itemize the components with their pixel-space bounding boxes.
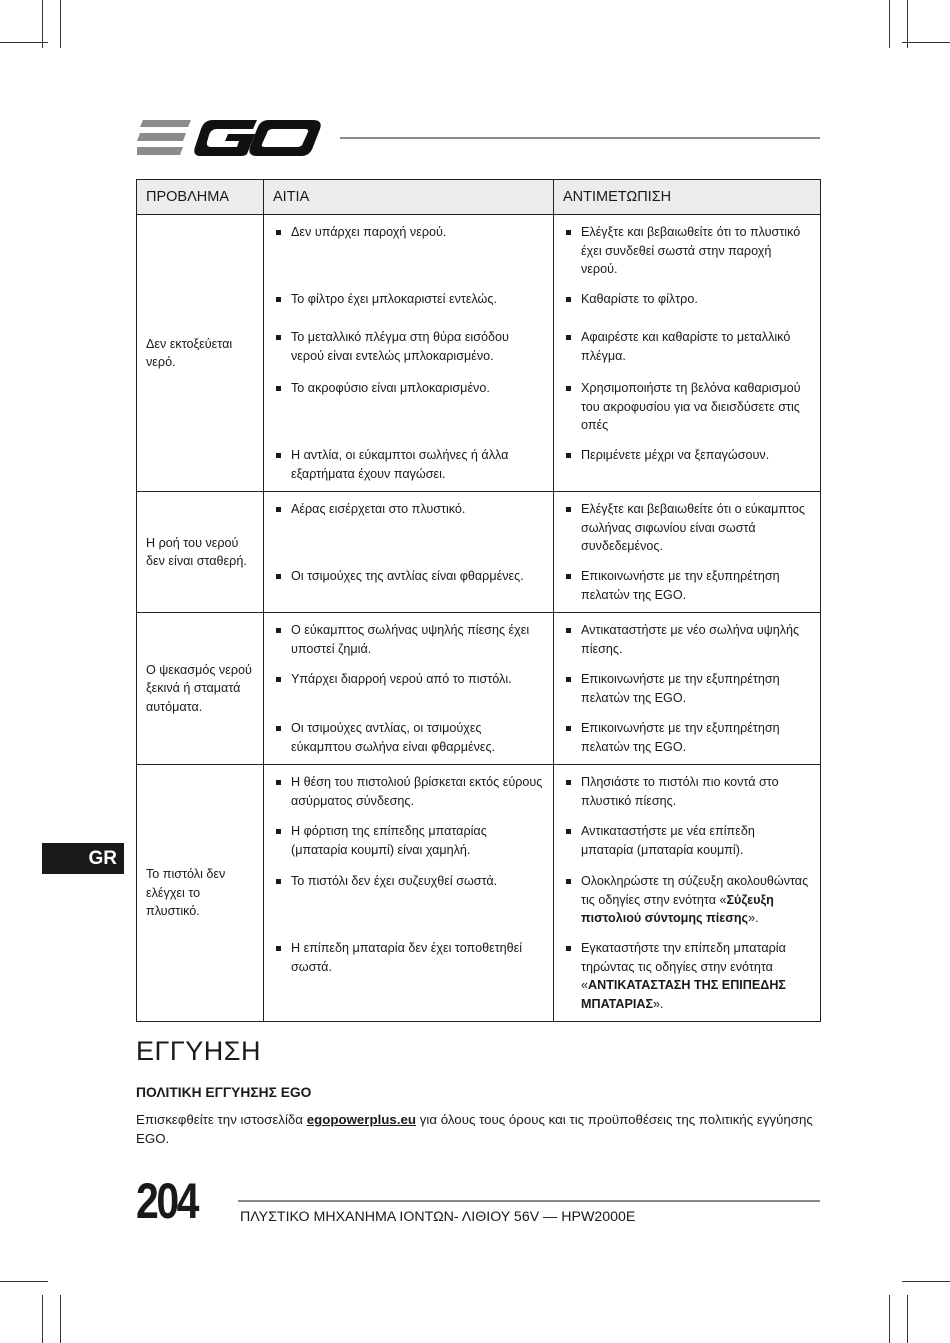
solution-item: Αντικαταστήστε με νέα επίπεδη μπαταρία (μπαταρία κουμπί). — [562, 822, 810, 872]
cause-item: Οι τσιμούχες της αντλίας είναι φθαρμένες. — [272, 567, 543, 586]
bullet-icon — [276, 677, 281, 682]
cause-cell — [264, 765, 554, 1022]
column-header-problem: ΠΡΟΒΛΗΜΑ — [137, 180, 264, 215]
crop-mark — [907, 0, 908, 48]
bullet-icon — [566, 386, 571, 391]
crop-mark — [889, 0, 890, 48]
bullet-icon — [566, 628, 571, 633]
table-row — [137, 215, 821, 492]
bullet-icon — [566, 574, 571, 579]
bullet-icon — [276, 574, 281, 579]
cause-item: Οι τσιμούχες αντλίας, οι τσιμούχες εύκαμπτου σωλήνα είναι φθαρμένες. — [272, 719, 543, 756]
bullet-icon — [566, 230, 571, 235]
cause-item: Το πιστόλι δεν έχει συζευχθεί σωστά. — [272, 872, 543, 939]
bullet-icon — [566, 297, 571, 302]
crop-mark — [0, 1281, 48, 1282]
crop-mark — [907, 1295, 908, 1343]
cause-item: Το φίλτρο έχει μπλοκαριστεί εντελώς. — [272, 290, 543, 328]
cause-item: Η επίπεδη μπαταρία δεν έχει τοποθετηθεί σωστά. — [272, 939, 543, 1005]
bullet-icon — [276, 726, 281, 731]
section-reference: ΑΝΤΙΚΑΤΑΣΤΑΣΗ ΤΗΣ ΕΠΙΠΕΔΗΣ ΜΠΑΤΑΡΙΑΣ — [581, 978, 786, 1011]
cause-cell — [264, 215, 554, 492]
page-number: 204 — [136, 1173, 198, 1229]
warranty-paragraph: Επισκεφθείτε την ιστοσελίδα egopowerplus.eu για όλους τους όρους και τις προϋποθέσεις της πολιτικής εγγύησης EGO. — [136, 1112, 813, 1146]
crop-mark — [42, 0, 43, 48]
crop-mark — [60, 0, 61, 48]
table-row — [137, 765, 821, 1022]
solution-item: Ελέγξτε και βεβαιωθείτε ότι το πλυστικό έχει συνδεθεί σωστά στην παροχή νερού. — [562, 223, 810, 290]
solution-item: Επικοινωνήστε με την εξυπηρέτηση πελατών της EGO. — [562, 670, 810, 719]
problem-cell: Το πιστόλι δεν ελέγχει το πλυστικό. — [137, 765, 264, 1022]
solution-item: Καθαρίστε το φίλτρο. — [562, 290, 810, 328]
solution-item: Πλησιάστε το πιστόλι πιο κοντά στο πλυστικό πίεσης. — [562, 773, 810, 822]
problem-cell: Δεν εκτοξεύεται νερό. — [137, 215, 264, 492]
solution-cell — [554, 613, 821, 765]
bullet-icon — [276, 829, 281, 834]
crop-mark — [889, 1295, 890, 1343]
solution-item: Αφαιρέστε και καθαρίστε το μεταλλικό πλέγμα. — [562, 328, 810, 379]
solution-item: Ελέγξτε και βεβαιωθείτε ότι ο εύκαμπτος σωλήνας σιφωνίου είναι σωστά συνδεδεμένος. — [562, 500, 810, 567]
column-header-cause: ΑΙΤΙΑ — [264, 180, 554, 215]
cause-item: Η φόρτιση της επίπεδης μπαταρίας (μπαταρία κουμπί) είναι χαμηλή. — [272, 822, 543, 872]
footer-title: ΠΛΥΣΤΙΚΟ ΜΗΧΑΝΗΜΑ ΙΟΝΤΩΝ- ΛΙΘΙΟΥ 56V — HPW2000E — [240, 1209, 636, 1225]
cause-cell — [264, 613, 554, 765]
bullet-icon — [276, 230, 281, 235]
column-header-solution: ΑΝΤΙΜΕΤΩΠΙΣΗ — [554, 180, 821, 215]
bullet-icon — [276, 386, 281, 391]
bullet-icon — [276, 879, 281, 884]
crop-mark — [42, 1295, 43, 1343]
table-header-row — [137, 180, 821, 215]
bullet-icon — [276, 297, 281, 302]
solution-item: Εγκαταστήστε την επίπεδη μπαταρία τηρώντας τις οδηγίες στην ενότητα «ΑΝΤΙΚΑΤΑΣΤΑΣΗ ΤΗΣ ΕΠΙΠΕΔΗΣ ΜΠΑΤΑΡΙΑΣ». — [562, 939, 810, 1013]
solution-item: Περιμένετε μέχρι να ξεπαγώσουν. — [562, 446, 810, 465]
warranty-heading: ΕΓΓΥΗΣΗ — [136, 1036, 261, 1066]
problem-cell: Η ροή του νερού δεν είναι σταθερή. — [137, 492, 264, 613]
solution-cell — [554, 215, 821, 492]
language-tab: GR — [42, 843, 124, 874]
bullet-icon — [276, 507, 281, 512]
cause-item: Αέρας εισέρχεται στο πλυστικό. — [272, 500, 543, 567]
ego-logo — [137, 116, 323, 160]
crop-mark — [902, 42, 950, 43]
solution-item: Χρησιμοποιήστε τη βελόνα καθαρισμού του ακροφυσίου για να διεισδύσετε στις οπές — [562, 379, 810, 446]
solution-item: Αντικαταστήστε με νέο σωλήνα υψηλής πίεσης. — [562, 621, 810, 670]
bullet-icon — [566, 780, 571, 785]
table-row — [137, 492, 821, 613]
solution-item: Επικοινωνήστε με την εξυπηρέτηση πελατών της EGO. — [562, 567, 810, 604]
bullet-icon — [276, 335, 281, 340]
cause-item: Το ακροφύσιο είναι μπλοκαρισμένο. — [272, 379, 543, 446]
section-reference: Σύζευξη πιστολιού σύντομης πίεσης — [581, 892, 774, 925]
troubleshooting-table — [136, 179, 821, 1022]
crop-mark — [902, 1281, 950, 1282]
footer-rule — [238, 1200, 820, 1202]
website-link[interactable]: egopowerplus.eu — [306, 1112, 417, 1127]
solution-cell — [554, 765, 821, 1022]
cause-item: Η θέση του πιστολιού βρίσκεται εκτός εύρους ασύρματος σύνδεσης. — [272, 773, 543, 822]
problem-cell: Ο ψεκασμός νερού ξεκινά ή σταματά αυτόματα. — [137, 613, 264, 765]
bullet-icon — [566, 453, 571, 458]
warranty-subheading: ΠΟΛΙΤΙΚΗ ΕΓΓΥΗΣΗΣ EGO — [136, 1085, 312, 1100]
cause-item: Υπάρχει διαρροή νερού από το πιστόλι. — [272, 670, 543, 719]
bullet-icon — [566, 946, 571, 951]
bullet-icon — [276, 780, 281, 785]
cause-item: Το μεταλλικό πλέγμα στη θύρα εισόδου νερού είναι εντελώς μπλοκαρισμένο. — [272, 328, 543, 379]
cause-item: Δεν υπάρχει παροχή νερού. — [272, 223, 543, 290]
crop-mark — [0, 42, 48, 43]
bullet-icon — [566, 507, 571, 512]
header-rule — [340, 137, 820, 139]
cause-cell — [264, 492, 554, 613]
bullet-icon — [566, 335, 571, 340]
bullet-icon — [276, 628, 281, 633]
bullet-icon — [566, 677, 571, 682]
solution-cell — [554, 492, 821, 613]
cause-item: Η αντλία, οι εύκαμπτοι σωλήνες ή άλλα εξαρτήματα έχουν παγώσει. — [272, 446, 543, 483]
bullet-icon — [566, 879, 571, 884]
solution-item: Ολοκληρώστε τη σύζευξη ακολουθώντας τις οδηγίες στην ενότητα «Σύζευξη πιστολιού σύντομης πίεσης». — [562, 872, 810, 939]
bullet-icon — [276, 453, 281, 458]
crop-mark — [60, 1295, 61, 1343]
bullet-icon — [566, 829, 571, 834]
bullet-icon — [566, 726, 571, 731]
cause-item: Ο εύκαμπτος σωλήνας υψηλής πίεσης έχει υποστεί ζημιά. — [272, 621, 543, 670]
table-row — [137, 613, 821, 765]
bullet-icon — [276, 946, 281, 951]
solution-item: Επικοινωνήστε με την εξυπηρέτηση πελατών της EGO. — [562, 719, 810, 756]
